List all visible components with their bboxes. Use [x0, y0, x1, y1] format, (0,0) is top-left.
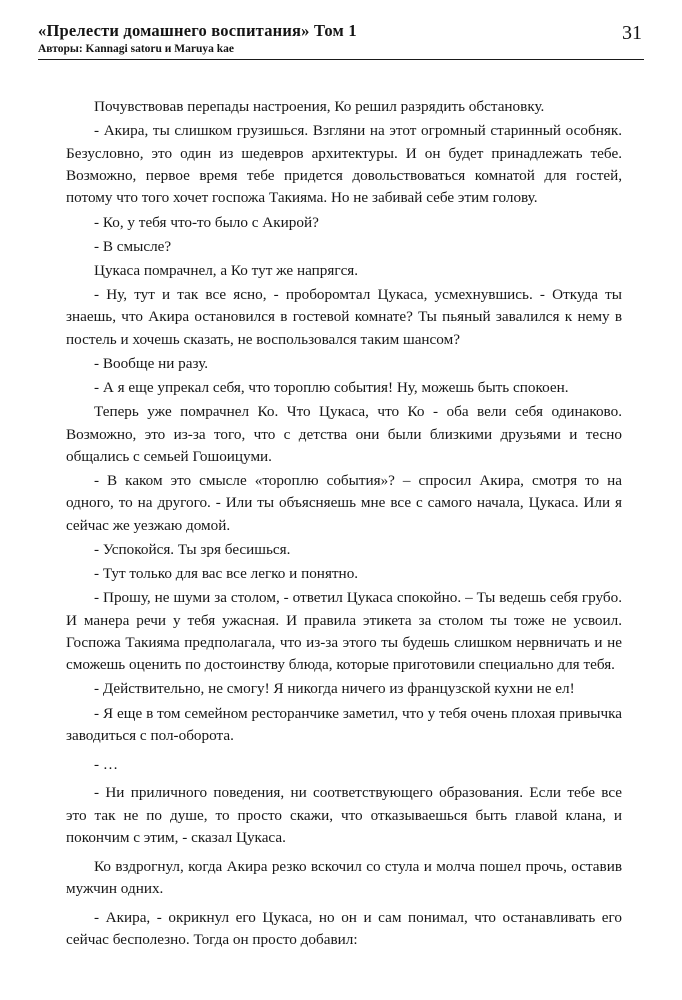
page-number: 31 — [622, 22, 642, 44]
paragraph: - Прошу, не шуми за столом, - ответил Цукаса спокойно. – Ты ведешь себя грубо. И манера речи у тебя ужасная. И правила этикета за столом ты тоже не усвоил. Госпожа Такияма предполагала, что из-за этого ты будешь слишком нервничать и не сможешь оценить по достоинству блюда, которые приготовили специально для тебя. — [66, 589, 622, 674]
paragraph: - Ну, тут и так все ясно, - проборомтал Цукаса, усмехнувшись. - Откуда ты знаешь, что Акира остановился в гостевой комнате? Ты пьяный завалился к нему в постель и хочешь сказать, не воспользовался таким шансом? — [66, 286, 622, 348]
paragraph: - В смысле? — [94, 237, 172, 255]
paragraph: Теперь уже помрачнел Ко. Что Цукаса, что Ко - оба вели себя одинаково. Возможно, это из-за того, что с детства они были близкими друзьями и тесно общались с семьей Гошоицуми. — [66, 403, 622, 465]
authors-line: Авторы: Kannagi satoru и Maruya kae — [38, 42, 235, 55]
header-divider — [38, 59, 644, 60]
page-header — [38, 22, 644, 56]
header-left — [38, 22, 357, 56]
paragraph: - Я еще в том семейном ресторанчике заметил, что у тебя очень плохая привычка заводиться с пол-оборота. — [66, 704, 622, 744]
body-text — [38, 96, 644, 951]
paragraph: Почувствовав перепады настроения, Ко решил разрядить обстановку. — [94, 98, 545, 116]
paragraph: - Вообще ни разу. — [94, 354, 209, 372]
paragraph: - Действительно, не смогу! Я никогда ничего из французской кухни не ел! — [94, 680, 575, 698]
paragraph: - Акира, - окрикнул его Цукаса, но он и сам понимал, что останавливать его сейчас бесполезно. Тогда он просто добавил: — [66, 908, 622, 949]
paragraph: Ко вздрогнул, когда Акира резко вскочил со стула и молча пошел прочь, оставив мужчин одних. — [66, 857, 622, 898]
paragraph: - А я еще упрекал себя, что тороплю события! Ну, можешь быть спокоен. — [94, 379, 569, 396]
paragraph: - Тут только для вас все легко и понятно. — [94, 565, 359, 582]
paragraph: - Акира, ты слишком грузишься. Взгляни на этот огромный старинный особняк. Безусловно, это один из шедевров архитектуры. И он будет принадлежать тебе. Возможно, первое время тебе придется довольствоваться комнатой для гостей, потому что того хочет госпожа Такияма. Но не забивай себе этим голову. — [66, 122, 622, 207]
paragraph: - Ни приличного поведения, ни соответствующего образования. Если тебе все это так не по душе, то просто скажи, что отказываешься быть главой клана, и покончим с этим, - сказал Цукаса. — [66, 784, 622, 846]
paragraph: - Ко, у тебя что-то было с Акирой? — [94, 213, 319, 231]
paragraph: - … — [94, 755, 119, 773]
paragraph: - В каком это смысле «тороплю события»? – спросил Акира, смотря то на одного, то на другого. - Или ты объясняешь мне все с самого начала, Цукаса. Или я сейчас же уезжаю домой. — [66, 472, 622, 534]
paragraph: - Успокойся. Ты зря бесишься. — [94, 540, 291, 558]
paragraph: Цукаса помрачнел, а Ко тут же напрягся. — [94, 261, 359, 279]
book-title: «Прелести домашнего воспитания» Том 1 — [38, 21, 357, 40]
